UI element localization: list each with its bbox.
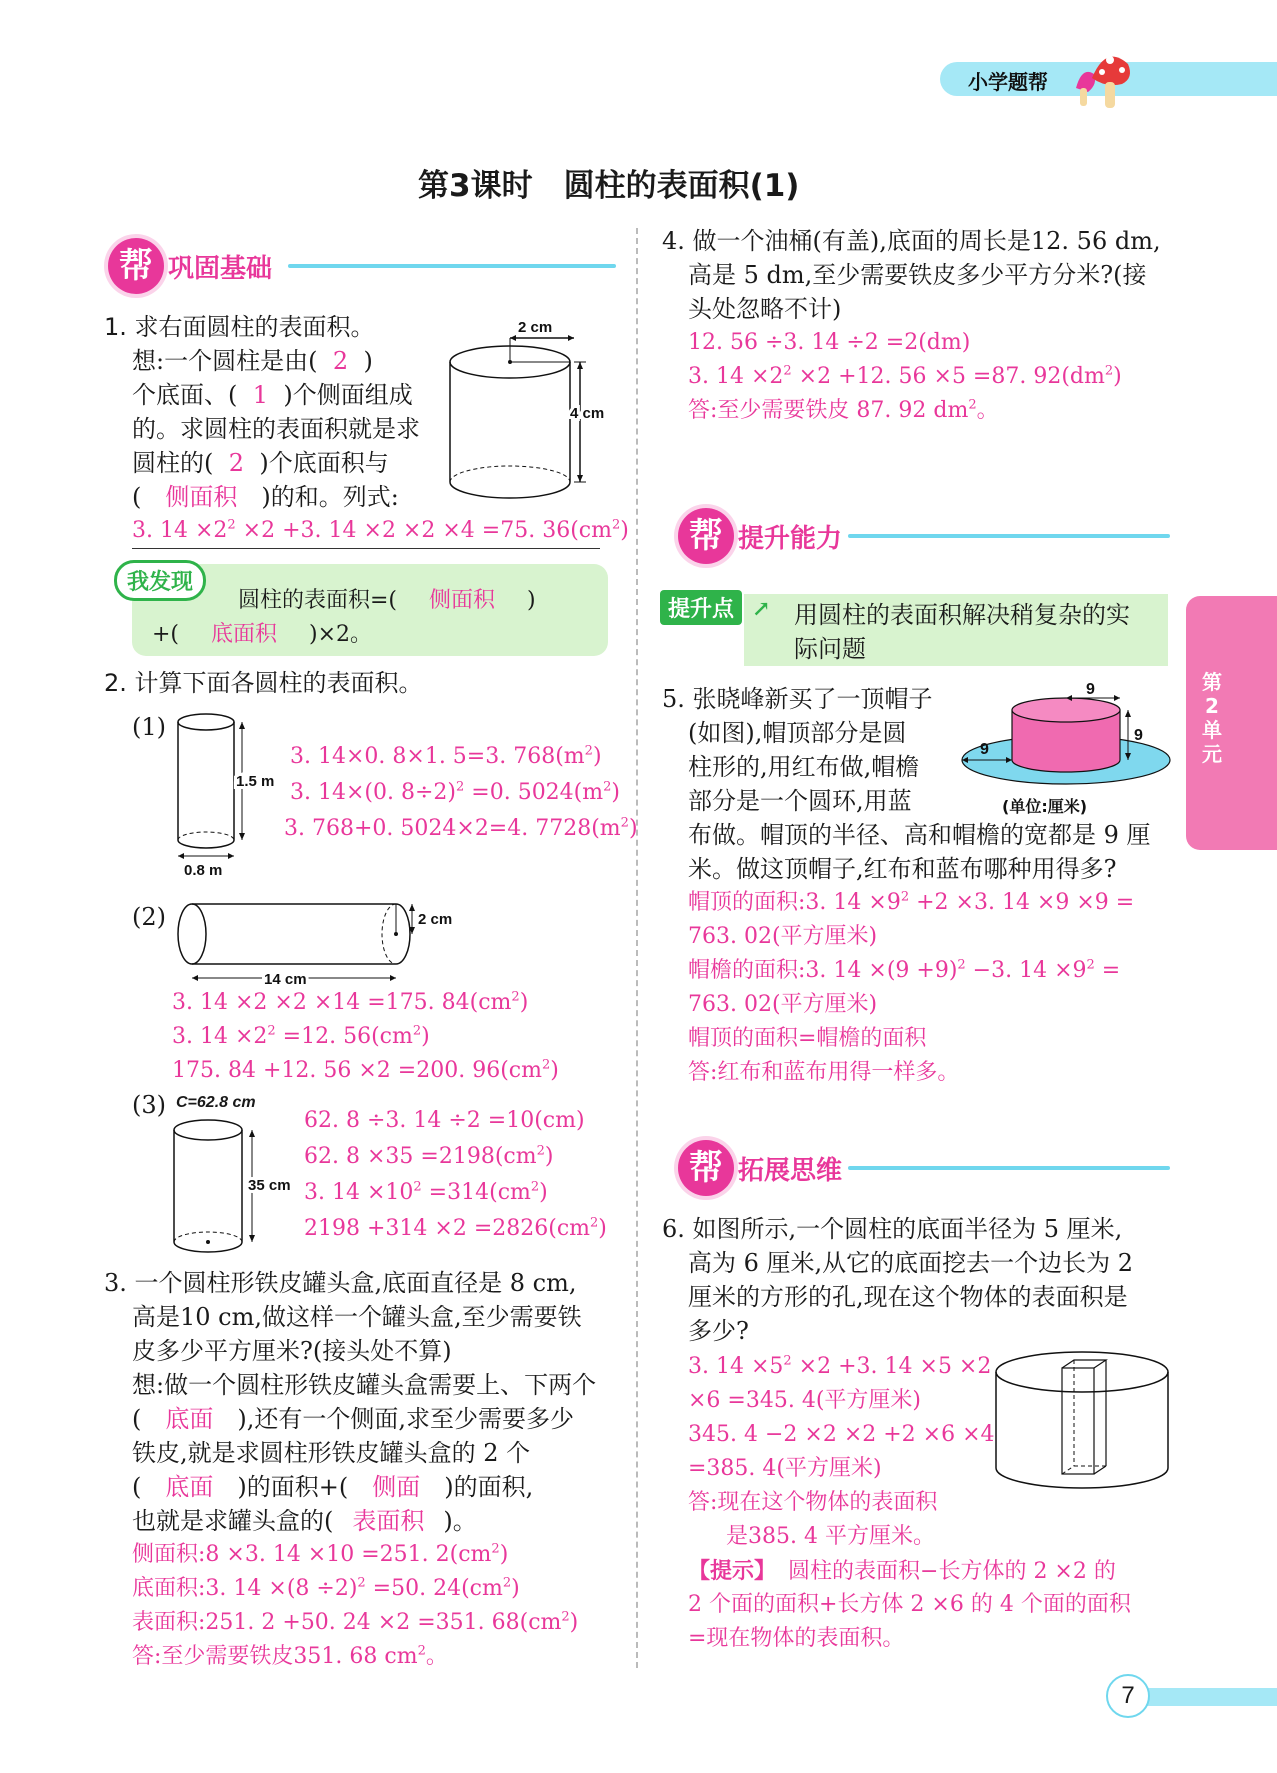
unit-side-tab-label: 第 2 单 元 bbox=[1202, 670, 1222, 766]
q5-line: 布做。帽顶的半径、高和帽檐的宽都是 9 厘 bbox=[688, 821, 1151, 849]
q2-p1-label: (1) bbox=[132, 713, 166, 741]
q6-hint-line: 【提示】 圆柱的表面积−长方体的 2 ×2 的 bbox=[688, 1558, 1116, 1584]
q1-answer-2: 1 bbox=[252, 381, 269, 409]
q3-answer-4: 表面积 bbox=[352, 1507, 425, 1535]
q3-line: 高是10 cm,做这样一个罐头盒,至少需要铁 bbox=[132, 1303, 582, 1331]
q2-p1-h-label: 1.5 m bbox=[236, 773, 275, 790]
q2-p2-l-label: 14 cm bbox=[264, 971, 307, 988]
q3-answer: 底面积:3. $14 \times(8 \div 2)^2 =50$. $24(cm^2)$ bbox=[132, 1575, 520, 1601]
q4-answer: 3. $14 \times 2^2 \times 2 +12$. 56 ×5 =87. $92(dm^2)$ bbox=[688, 363, 1122, 389]
q3-line: 想:做一个圆柱形铁皮罐头盒需要上、下两个 bbox=[132, 1371, 597, 1399]
q2-p2-label: (2) bbox=[132, 903, 166, 931]
q2-p3-h-label: 35 cm bbox=[248, 1177, 291, 1194]
q1-line: 的。求圆柱的表面积就是求 bbox=[132, 415, 420, 443]
q4-line: 4. 做一个油桶(有盖),底面的周长是12. 56 dm, bbox=[662, 227, 1161, 255]
q1-line: 圆柱的( 2 )个底面积与 bbox=[132, 446, 389, 480]
bang-badge: 帮 bbox=[678, 1140, 734, 1196]
q3-line: ( 底面 ),还有一个侧面,求至少需要多少 bbox=[132, 1402, 574, 1436]
q4-line: 头处忽略不计) bbox=[688, 295, 842, 323]
q5-top-label: 9 bbox=[1086, 682, 1095, 698]
q5-line: 米。做这顶帽子,红布和蓝布哪种用得多? bbox=[688, 855, 1117, 883]
section-divider-line bbox=[288, 264, 616, 268]
q5-side-label: 9 bbox=[1134, 727, 1143, 744]
q6-answer: 答:现在这个物体的表面积 bbox=[688, 1490, 938, 1515]
section-improve-header bbox=[678, 508, 1170, 564]
q1-answer-1: 2 bbox=[332, 347, 349, 375]
q6-answer: ×6 =345. 4(平方厘米) bbox=[688, 1388, 921, 1413]
q6-line: 6. 如图所示,一个圆柱的底面半径为 5 厘米, bbox=[662, 1215, 1123, 1243]
q6-line: 多少? bbox=[688, 1317, 749, 1345]
q4-line: 高是 5 dm,至少需要铁皮多少平方分米?(接 bbox=[688, 261, 1147, 289]
q6-answer: 345. 4 −2 ×2 ×2 +2 ×6 ×4 bbox=[688, 1422, 995, 1447]
q3-answer-1: 底面 bbox=[165, 1405, 214, 1433]
page-title: 第3课时 圆柱的表面积(1) bbox=[418, 168, 800, 204]
q2-p1-answer: 3. 14×(0. 8÷2)$^2$ =0. $5024(m^2)$ bbox=[290, 779, 620, 805]
q2-p3-answer: $2198 +314 \times 2 =2826(cm^2)$ bbox=[304, 1215, 607, 1241]
q1-top-label: 2 cm bbox=[518, 319, 553, 336]
q5-answer: 763. 02(平方厘米) bbox=[688, 924, 878, 949]
q1-line: 个底面、( 1 )个侧面组成 bbox=[132, 378, 413, 412]
q3-line: 3. 一个圆柱形铁皮罐头盒,底面直径是 8 cm, bbox=[104, 1269, 577, 1297]
q5-answer: 帽檐的面积:3. $14 \times(9 +9)^2 -3$. $14 \times 9^2$ = bbox=[688, 957, 1121, 983]
page-number: 7 bbox=[1106, 1674, 1150, 1718]
q2-p2-figure bbox=[170, 894, 480, 994]
q3-line: 皮多少平方厘米?(接头处不算) bbox=[132, 1337, 452, 1365]
q3-line: ( 底面 )的面积+( 侧面 )的面积, bbox=[132, 1470, 533, 1504]
q2-p3-label: (3) bbox=[132, 1091, 166, 1119]
q2-p1-d-label: 0.8 m bbox=[184, 862, 223, 879]
q5-line: 部分是一个圆环,用蓝 bbox=[688, 787, 912, 815]
q3-line: 也就是求罐头盒的( 表面积 )。 bbox=[132, 1504, 477, 1538]
q1-title: 1. 求右面圆柱的表面积。 bbox=[104, 313, 375, 341]
header-brand: 小学题帮 bbox=[968, 70, 1048, 94]
discover-line-2: +( 底面积 )×2。 bbox=[152, 622, 373, 647]
q5-answer: 答:红布和蓝布用得一样多。 bbox=[688, 1060, 960, 1085]
q2-p3-answer: 62. $8 \times 35 =2198(cm^2)$ bbox=[304, 1143, 554, 1169]
q5-unit-label: (单位:厘米) bbox=[1002, 797, 1088, 816]
q6-hint-line: 2 个面的面积+长方体 2 ×6 的 4 个面的面积 bbox=[688, 1592, 1131, 1617]
q1-answer-3: 2 bbox=[228, 449, 245, 477]
q2-p2-answer: 3. 14 ×2 ×2 ×14 =175. $84(cm^2)$ bbox=[172, 989, 529, 1015]
q2-p2-answer: 3. $14 \times 2^2 =12$. $56(cm^2)$ bbox=[172, 1023, 430, 1049]
q2-p2-answer: 175. 84 +12. 56 ×2 =200. $96(cm^2)$ bbox=[172, 1057, 559, 1083]
q3-answer-3: 侧面 bbox=[372, 1473, 421, 1501]
bang-badge: 帮 bbox=[108, 238, 164, 294]
q2-title: 2. 计算下面各圆柱的表面积。 bbox=[104, 669, 423, 697]
q3-answer: 侧面积:8 ×3. 14 ×10 =251. $2(cm^2)$ bbox=[132, 1541, 509, 1567]
q2-p1-answer: 3. 14×0. 8×1. 5=3. $768(m^2)$ bbox=[290, 743, 602, 769]
q5-line: 5. 张晓峰新买了一顶帽子 bbox=[662, 685, 933, 713]
q1-line: ( 侧面积 )的和。列式: bbox=[132, 480, 399, 514]
q2-p3-figure bbox=[170, 1116, 310, 1262]
mushroom-icon bbox=[1062, 44, 1142, 114]
q5-line: (如图),帽顶部分是圆 bbox=[688, 719, 907, 747]
q5-brim-label: 9 bbox=[980, 741, 989, 758]
arrow-icon: ↗ bbox=[752, 596, 771, 622]
q2-p3-answer: 3. $14 \times 10^2 =314(cm^2)$ bbox=[304, 1179, 548, 1205]
q1-side-label: 4 cm bbox=[570, 405, 605, 422]
discover-tag: 我发现 bbox=[114, 560, 206, 601]
improve-point-text: 用圆柱的表面积解决稍复杂的实 bbox=[794, 601, 1130, 629]
q2-p3-c-label: C=62.8 cm bbox=[176, 1094, 256, 1111]
q6-answer: =385. 4(平方厘米) bbox=[688, 1456, 882, 1481]
q6-answer: 3. $14 \times 5^2 \times 2 +3$. 14 ×5 ×2 bbox=[688, 1353, 992, 1379]
q1-line: 想:一个圆柱是由( 2 ) bbox=[132, 344, 373, 378]
q4-answer: 12. 56 ÷3. 14 ÷2 =2(dm) bbox=[688, 330, 971, 355]
section-divider-line bbox=[848, 534, 1170, 538]
section-title: 提升能力 bbox=[738, 524, 843, 554]
discover-line-1: 圆柱的表面积=( 侧面积 ) bbox=[238, 588, 536, 613]
q5-answer: 763. 02(平方厘米) bbox=[688, 992, 878, 1017]
q1-formula: 3. $14 \times 2^2 \times 2 +3$. 14 ×2 ×2 ×4 =75. $36(cm^2)$ bbox=[132, 514, 600, 549]
q5-answer: 帽顶的面积=帽檐的面积 bbox=[688, 1026, 927, 1051]
hint-label: 【提示】 bbox=[688, 1558, 777, 1584]
q2-p1-figure bbox=[172, 710, 292, 880]
q6-answer: 是385. 4 平方厘米。 bbox=[726, 1524, 935, 1549]
q1-cylinder-figure bbox=[446, 312, 626, 522]
q4-answer: 答:至少需要铁皮 87. 92 $dm^2$。 bbox=[688, 397, 999, 423]
improve-point-text: 际问题 bbox=[794, 635, 866, 663]
q3-answer: 答:至少需要铁皮351. 68 $cm^2$。 bbox=[132, 1643, 448, 1669]
q5-hat-figure bbox=[956, 682, 1176, 818]
q6-cylinder-figure bbox=[990, 1348, 1174, 1498]
q3-answer-2: 底面 bbox=[165, 1473, 214, 1501]
q3-answer: 表面积:251. 2 +50. 24 ×2 =351. $68(cm^2)$ bbox=[132, 1609, 579, 1635]
column-divider bbox=[636, 228, 638, 1668]
q6-hint-line: =现在物体的表面积。 bbox=[688, 1626, 905, 1651]
q5-line: 柱形的,用红布做,帽檐 bbox=[688, 753, 920, 781]
q2-p1-answer: 3. 768+0. 5024×2=4. $7728(m^2)$ bbox=[284, 815, 638, 841]
bang-badge: 帮 bbox=[678, 508, 734, 564]
section-divider-line bbox=[848, 1166, 1170, 1170]
q2-p3-answer: 62. 8 ÷3. 14 ÷2 =10(cm) bbox=[304, 1108, 585, 1133]
q5-answer: 帽顶的面积:3. $14 \times 9^2 +2 \times 3$. 14 ×9 ×9 = bbox=[688, 889, 1135, 915]
section-basic-header bbox=[108, 238, 616, 294]
q1-answer-4: 侧面积 bbox=[165, 483, 238, 511]
q6-line: 厘米的方形的孔,现在这个物体的表面积是 bbox=[688, 1283, 1128, 1311]
q6-line: 高为 6 厘米,从它的底面挖去一个边长为 2 bbox=[688, 1249, 1134, 1277]
section-title: 巩固基础 bbox=[168, 254, 273, 284]
improve-point-tag: 提升点 bbox=[660, 590, 742, 625]
section-extend-header bbox=[678, 1140, 1170, 1196]
q3-line: 铁皮,就是求圆柱形铁皮罐头盒的 2 个 bbox=[132, 1439, 531, 1467]
section-title: 拓展思维 bbox=[738, 1156, 843, 1186]
q2-p2-r-label: 2 cm bbox=[418, 911, 453, 928]
